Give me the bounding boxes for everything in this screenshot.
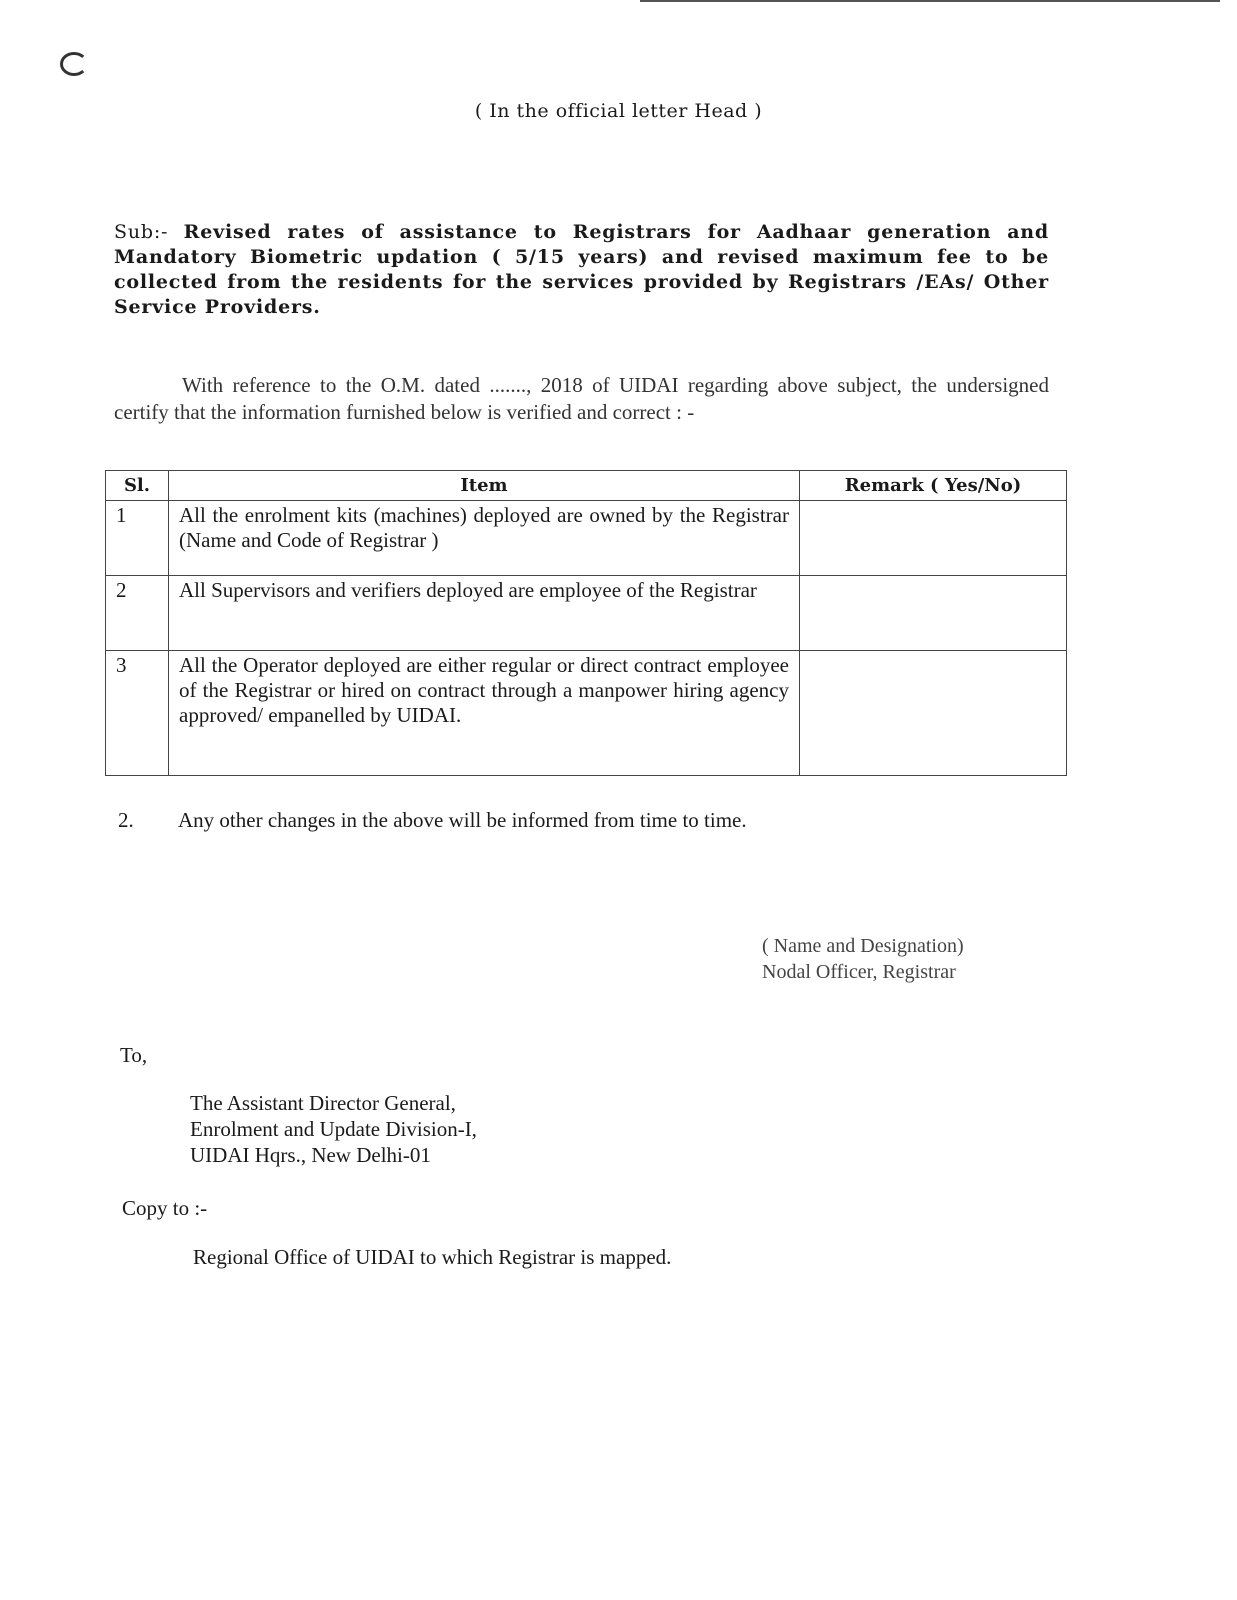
to-label: To, — [120, 1043, 148, 1067]
address-line: The Assistant Director General, — [190, 1091, 456, 1115]
row-remark — [800, 501, 1067, 576]
row-item: All Supervisors and verifiers deployed are employee of the Registrar — [169, 576, 800, 651]
address-line: Enrolment and Update Division-I, — [190, 1117, 477, 1141]
address-line: UIDAI Hqrs., New Delhi-01 — [190, 1143, 431, 1167]
copy-to-label: Copy to :- — [122, 1196, 208, 1220]
subject-text: Revised rates of assistance to Registrars for Aadhaar generation and Mandatory Biometric updation ( 5/15 years) and revised maximum fee to be collected from the residents for the services provided by Registrars /EAs/ Other Service Providers. — [114, 221, 1049, 318]
row-remark — [800, 651, 1067, 776]
row-sl: 3 — [106, 651, 169, 776]
header-item: Item — [169, 471, 800, 501]
table-header-row — [106, 471, 1067, 501]
subject — [114, 220, 1049, 320]
copy-to-recipient: Regional Office of UIDAI to which Registrar is mapped. — [193, 1245, 672, 1269]
row-item: All the Operator deployed are either regular or direct contract employee of the Registrar or hired on contract through a manpower hiring agency approved/ empanelled by UIDAI. — [169, 651, 800, 776]
reference-paragraph: With reference to the O.M. dated ......., 2018 of UIDAI regarding above subject, the undersigned certify that the information furnished below is verified and correct : - — [114, 373, 1049, 424]
table-row — [106, 576, 1067, 651]
paragraph-2 — [118, 808, 747, 833]
addressee — [190, 1090, 477, 1168]
table-row — [106, 501, 1067, 576]
row-item: All the enrolment kits (machines) deployed are owned by the Registrar (Name and Code of Registrar ) — [169, 501, 800, 576]
signature-role: Nodal Officer, Registrar — [762, 961, 956, 983]
certification-table — [105, 470, 1067, 776]
signature-block — [762, 933, 964, 985]
letterhead-note: ( In the official letter Head ) — [474, 100, 763, 122]
header-sl: Sl. — [106, 471, 169, 501]
header-remark: Remark ( Yes/No) — [800, 471, 1067, 501]
paragraph-number: 2. — [118, 808, 134, 832]
table-row — [106, 651, 1067, 776]
punch-hole-mark — [60, 52, 88, 76]
paragraph-text: Any other changes in the above will be informed from time to time. — [178, 808, 747, 832]
row-sl: 2 — [106, 576, 169, 651]
scan-border-line — [640, 0, 1220, 2]
subject-prefix: Sub:- — [114, 221, 169, 243]
row-sl: 1 — [106, 501, 169, 576]
row-remark — [800, 576, 1067, 651]
signature-name-designation: ( Name and Designation) — [762, 935, 964, 957]
